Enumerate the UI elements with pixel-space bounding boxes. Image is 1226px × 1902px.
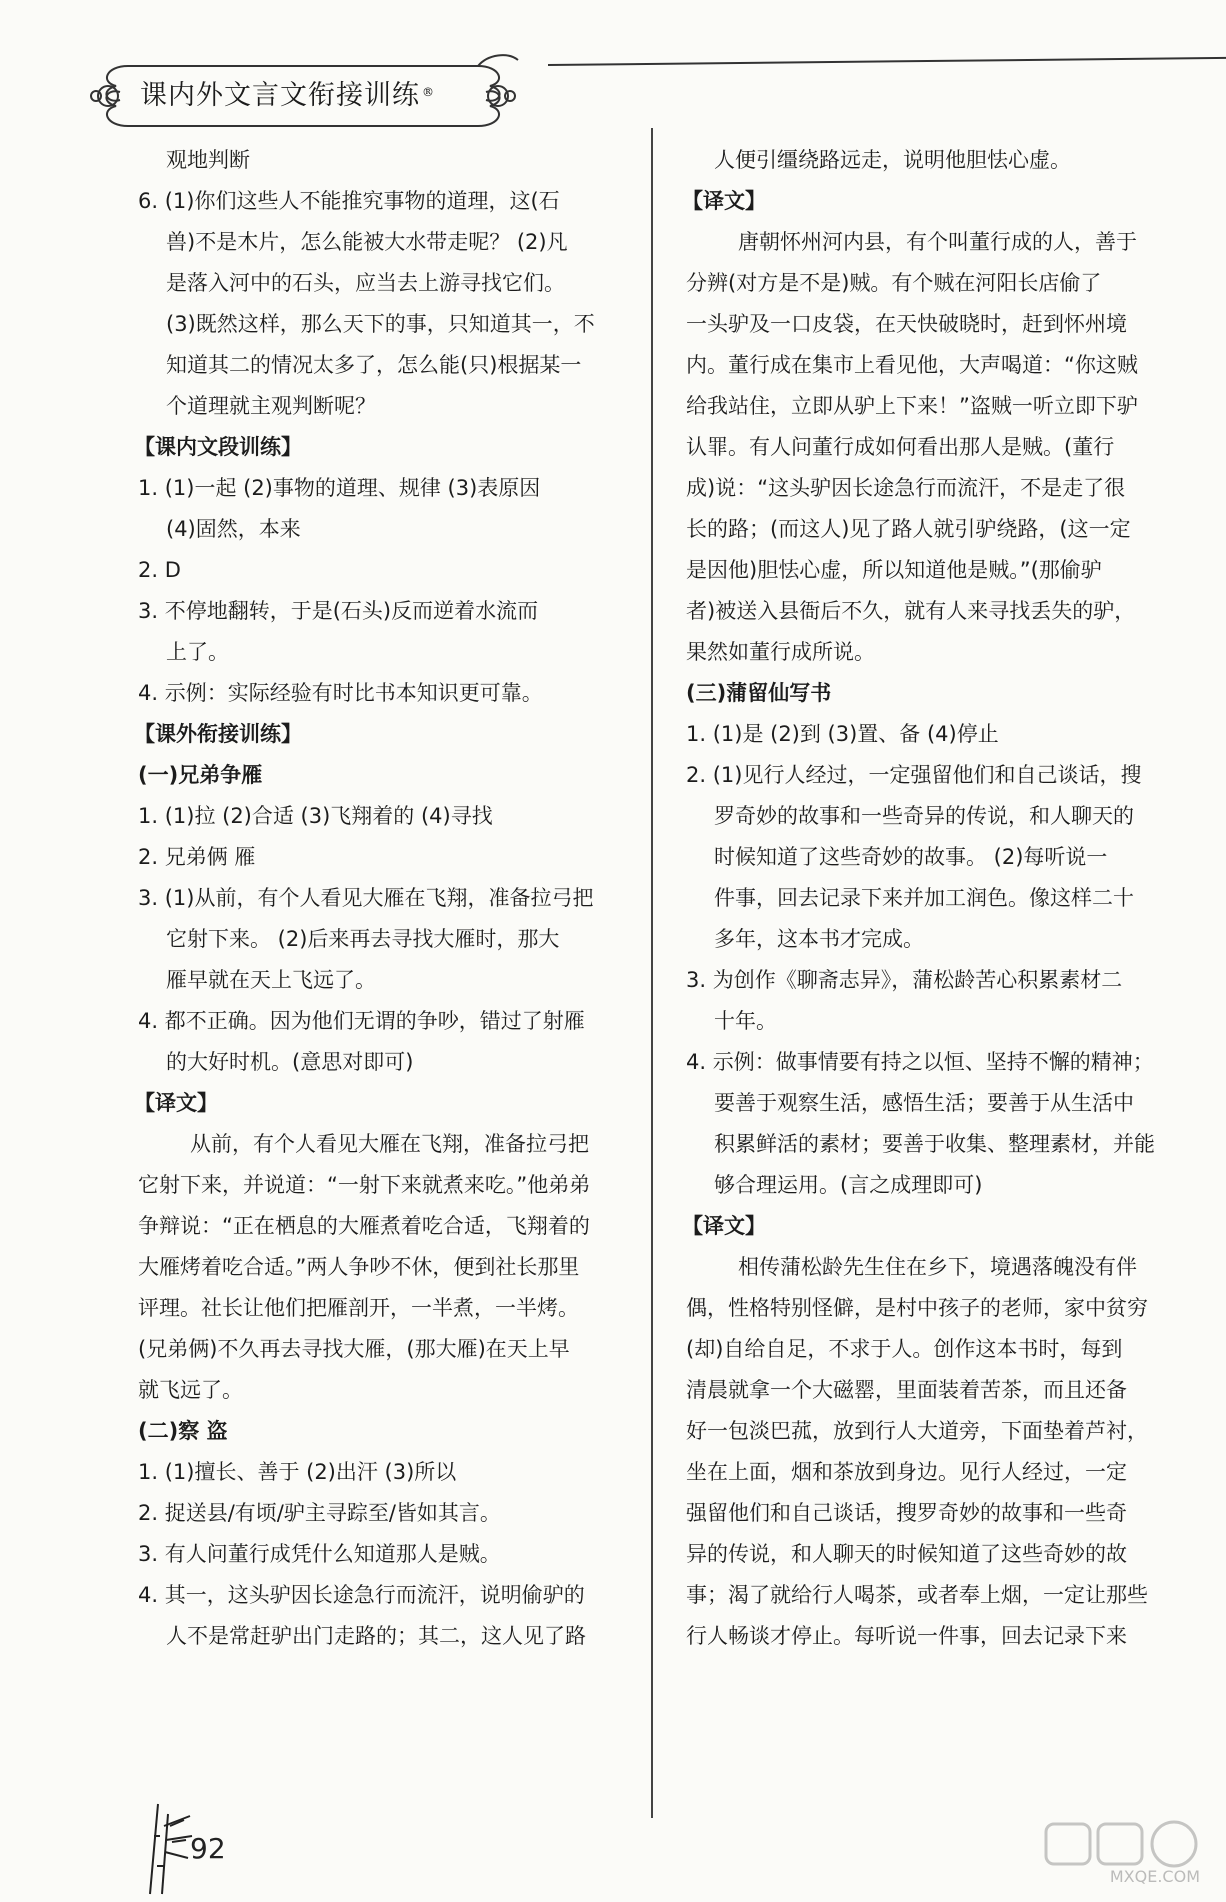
text-line: 清晨就拿一个大磁罂，里面装着苦茶，而且还备 (686, 1378, 1127, 1402)
text-line: 人不是常赶驴出门走路的；其二，这人见了路 (166, 1624, 586, 1648)
page-number: 92 (190, 1832, 226, 1865)
text-line: 【译文】 (134, 1091, 218, 1115)
text-line: 分辨(对方是不是)贼。有个贼在河阳长店偷了 (686, 271, 1102, 295)
text-line: 十年。 (714, 1009, 777, 1033)
text-line: 件事，回去记录下来并加工润色。像这样二十 (714, 886, 1134, 910)
text-line: (4)固然，本来 (166, 517, 301, 541)
text-line: 是落入河中的石头，应当去上游寻找它们。 (166, 271, 565, 295)
watermark-text: MXQE.COM (1109, 1867, 1200, 1886)
registered-mark: ® (422, 85, 435, 99)
text-line: 强留他们和自己谈话，搜罗奇妙的故事和一些奇 (686, 1501, 1127, 1525)
text-line: 4. 都不正确。因为他们无谓的争吵，错过了射雁 (138, 1009, 585, 1033)
text-line: 1. (1)拉 (2)合适 (3)飞翔着的 (4)寻找 (138, 804, 493, 828)
header-rule (548, 57, 1226, 66)
text-line: 认罪。有人问董行成如何看出那人是贼。(董行 (686, 435, 1115, 459)
text-line: (3)既然这样，那么天下的事，只知道其一，不 (166, 312, 595, 336)
text-line: 好一包淡巴菰，放到行人大道旁，下面垫着芦衬， (686, 1419, 1148, 1443)
text-line: 偶，性格特别怪僻，是村中孩子的老师，家中贫穷 (686, 1296, 1148, 1320)
text-line: 一头驴及一口皮袋，在天快破晓时，赶到怀州境 (686, 312, 1127, 336)
text-line: 1. (1)一起 (2)事物的道理、规律 (3)表原因 (138, 476, 541, 500)
text-line: 给我站住，立即从驴上下来！”盗贼一听立即下驴 (686, 394, 1138, 418)
text-line: 观地判断 (166, 148, 250, 172)
text-line: 【译文】 (682, 1214, 766, 1238)
text-line: 积累鲜活的素材；要善于收集、整理素材，并能 (714, 1132, 1155, 1156)
text-line: 时候知道了这些奇妙的故事。 (2)每听说一 (714, 845, 1108, 869)
text-line: (一)兄弟争雁 (138, 763, 263, 787)
text-line: 2. 捉送县/有顷/驴主寻踪至/皆如其言。 (138, 1501, 501, 1525)
text-line: 要善于观察生活，感悟生活；要善于从生活中 (714, 1091, 1134, 1115)
text-line: 事；渴了就给行人喝茶，或者奉上烟，一定让那些 (686, 1583, 1148, 1607)
text-line: 1. (1)是 (2)到 (3)置、备 (4)停止 (686, 722, 999, 746)
text-line: 果然如董行成所说。 (686, 640, 875, 664)
text-line: 大雁烤着吃合适。”两人争吵不休，便到社长那里 (138, 1255, 580, 1279)
text-line: 3. 为创作《聊斋志异》，蒲松龄苦心积累素材二 (686, 968, 1123, 992)
text-line: (三)蒲留仙写书 (686, 681, 832, 705)
text-line: 2. 兄弟俩 雁 (138, 845, 256, 869)
text-line: 6. (1)你们这些人不能推究事物的道理，这(石 (138, 189, 560, 213)
text-line: 罗奇妙的故事和一些奇异的传说，和人聊天的 (714, 804, 1134, 828)
page-footer (140, 1796, 300, 1896)
text-line: 3. (1)从前，有个人看见大雁在飞翔，准备拉弓把 (138, 886, 594, 910)
text-line: 2. (1)见行人经过，一定强留他们和自己谈话，搜 (686, 763, 1142, 787)
book-title (140, 73, 435, 112)
text-line: 异的传说，和人聊天的时候知道了这些奇妙的故 (686, 1542, 1127, 1566)
right-column (682, 140, 1211, 1657)
text-line: 长的路；(而这人)见了路人就引驴绕路，(这一定 (686, 517, 1131, 541)
text-line: 够合理运用。(言之成理即可) (714, 1173, 983, 1197)
text-line: 坐在上面，烟和茶放到身边。见行人经过，一定 (686, 1460, 1127, 1484)
text-line: 争辩说：“正在栖息的大雁煮着吃合适，飞翔着的 (138, 1214, 590, 1238)
text-line: 4. 示例：实际经验有时比书本知识更可靠。 (138, 681, 543, 705)
text-line: 【课内文段训练】 (134, 435, 302, 459)
text-line: (兄弟俩)不久再去寻找大雁，(那大雁)在天上早 (138, 1337, 570, 1361)
text-line: 多年，这本书才完成。 (714, 927, 924, 951)
text-line: 【课外衔接训练】 (134, 722, 302, 746)
book-title-text: 课内外文言文衔接训练 (140, 80, 420, 111)
text-line: 是因他)胆怯心虚，所以知道他是贼。”(那偷驴 (686, 558, 1102, 582)
text-line: 知道其二的情况太多了，怎么能(只)根据某一 (166, 353, 582, 377)
text-line: 评理。社长让他们把雁剖开，一半煮，一半烤。 (138, 1296, 579, 1320)
text-line: 从前，有个人看见大雁在飞翔，准备拉弓把 (190, 1132, 589, 1156)
text-line: 它射下来。 (2)后来再去寻找大雁时，那大 (166, 927, 560, 951)
left-column (134, 140, 643, 1657)
column-divider (651, 128, 653, 1818)
text-line: 【译文】 (682, 189, 766, 213)
text-line: 唐朝怀州河内县，有个叫董行成的人，善于 (738, 230, 1137, 254)
text-line: 行人畅谈才停止。每听说一件事，回去记录下来 (686, 1624, 1127, 1648)
text-line: 内。董行成在集市上看见他，大声喝道：“你这贼 (686, 353, 1138, 377)
text-line: (二)察 盗 (138, 1419, 228, 1443)
text-line: 者)被送入县衙后不久，就有人来寻找丢失的驴， (686, 599, 1136, 623)
text-line: 它射下来，并说道：“一射下来就煮来吃。”他弟弟 (138, 1173, 591, 1197)
text-line: 兽)不是木片，怎么能被大水带走呢？ (2)凡 (166, 230, 568, 254)
text-line: (却)自给自足，不求于人。创作这本书时，每到 (686, 1337, 1123, 1361)
page-header (78, 42, 1226, 142)
text-line: 相传蒲松龄先生住在乡下，境遇落魄没有伴 (738, 1255, 1137, 1279)
text-line: 就飞远了。 (138, 1378, 243, 1402)
text-line: 个道理就主观判断呢？ (166, 394, 376, 418)
text-line: 的大好时机。(意思对即可) (166, 1050, 414, 1074)
text-line: 3. 有人问董行成凭什么知道那人是贼。 (138, 1542, 501, 1566)
text-line: 雁早就在天上飞远了。 (166, 968, 376, 992)
text-line: 4. 其一，这头驴因长途急行而流汗，说明偷驴的 (138, 1583, 585, 1607)
text-line: 4. 示例：做事情要有持之以恒、坚持不懈的精神； (686, 1050, 1154, 1074)
text-line: 2. D (138, 558, 181, 582)
text-line: 人便引缰绕路远走，说明他胆怯心虚。 (714, 148, 1071, 172)
text-line: 3. 不停地翻转，于是(石头)反而逆着水流而 (138, 599, 539, 623)
text-line: 上了。 (166, 640, 229, 664)
text-line: 1. (1)擅长、善于 (2)出汗 (3)所以 (138, 1460, 457, 1484)
text-line: 成)说：“这头驴因长途急行而流汗，不是走了很 (686, 476, 1126, 500)
watermark (1038, 1818, 1208, 1888)
